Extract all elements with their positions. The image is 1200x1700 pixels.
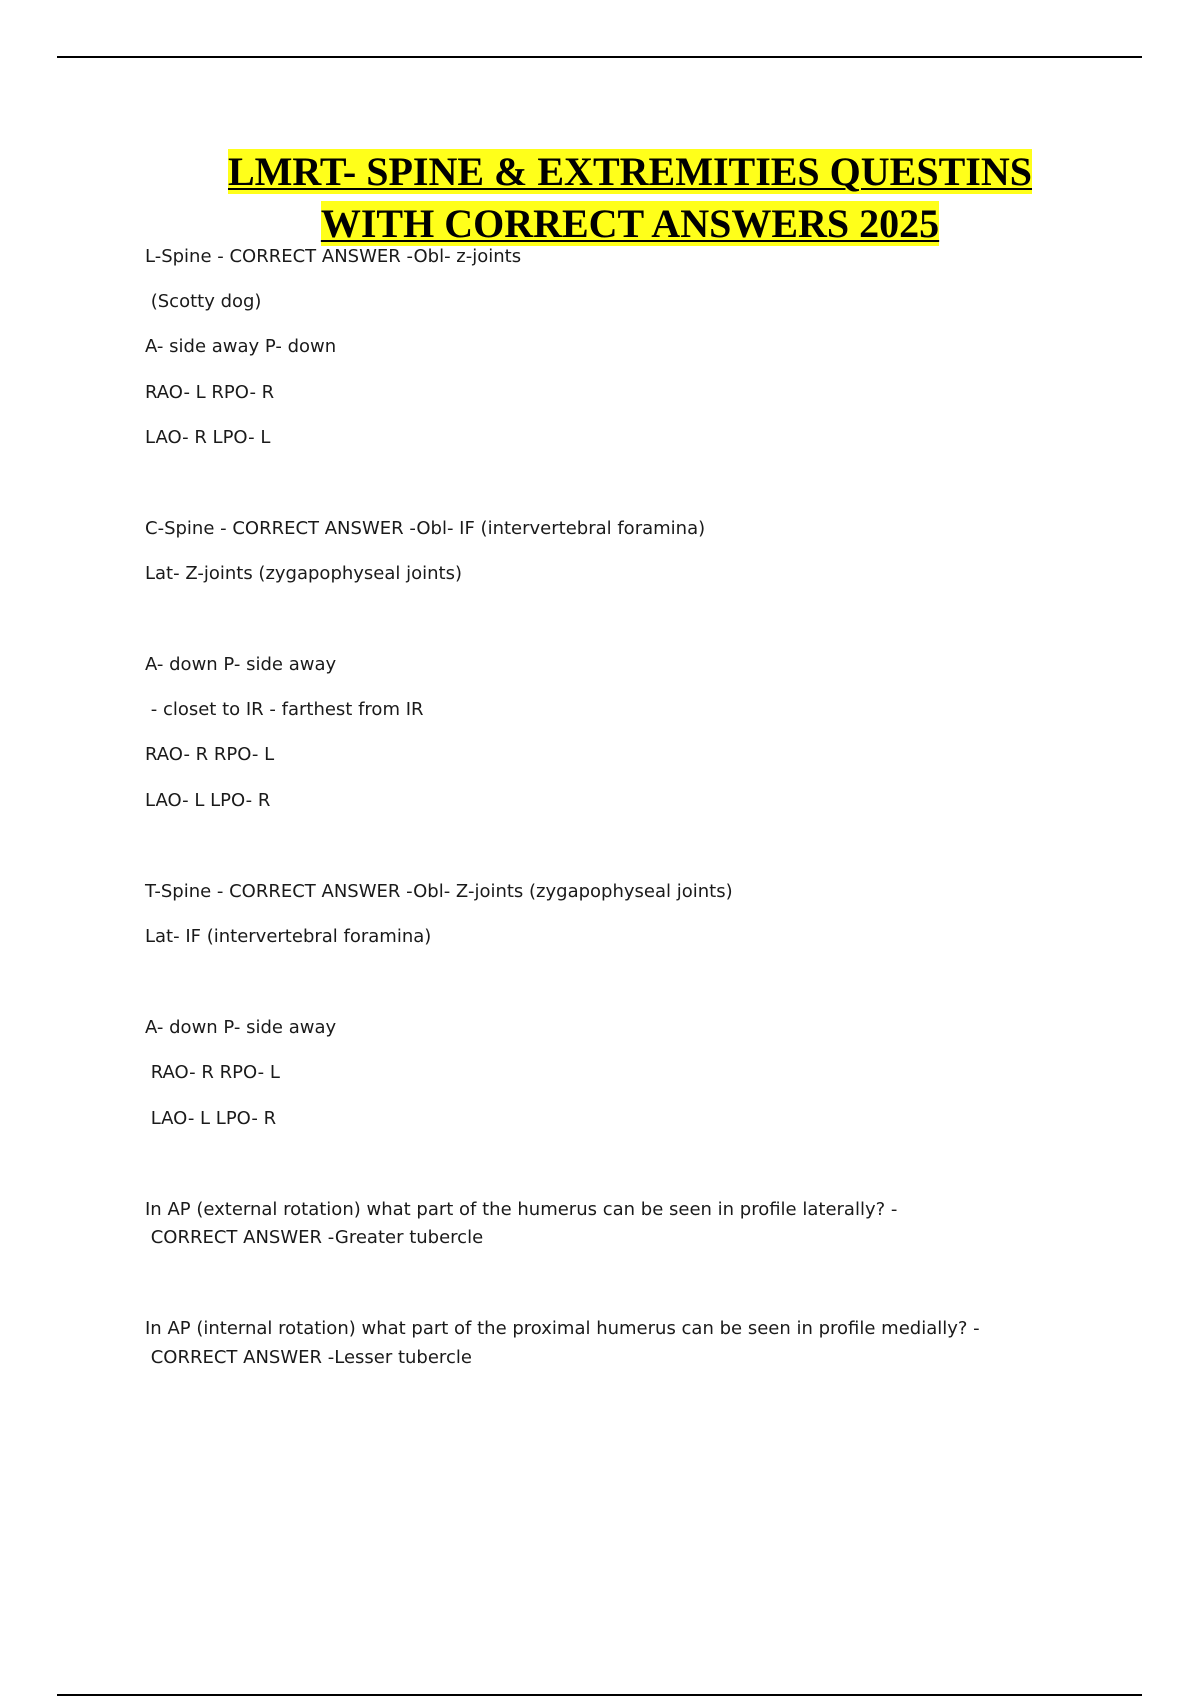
text-line: A- down P- side away — [145, 1017, 337, 1038]
text-line: Lat- Z-joints (zygapophyseal joints) — [145, 563, 463, 584]
text-line: T-Spine - CORRECT ANSWER -Obl- Z-joints (zygapophyseal joints) — [145, 881, 733, 902]
title-line-1: LMRT- SPINE & EXTREMITIES QUESTINS — [228, 149, 1032, 194]
text-line: CORRECT ANSWER -Greater tubercle — [145, 1227, 484, 1248]
text-line: A- side away P- down — [145, 336, 337, 357]
text-line: - closet to IR - farthest from IR — [145, 699, 424, 720]
top-rule — [57, 56, 1142, 58]
text-line: Lat- IF (intervertebral foramina) — [145, 926, 432, 947]
text-line: (Scotty dog) — [145, 291, 262, 312]
document-title — [60, 146, 1200, 250]
text-line: LAO- R LPO- L — [145, 427, 271, 448]
text-line: RAO- R RPO- L — [145, 1062, 280, 1083]
text-line: L-Spine - CORRECT ANSWER -Obl- z-joints — [145, 246, 522, 267]
text-line: C-Spine - CORRECT ANSWER -Obl- IF (intervertebral foramina) — [145, 518, 706, 539]
text-line: LAO- L LPO- R — [145, 1108, 277, 1129]
text-line: In AP (internal rotation) what part of the proximal humerus can be seen in profile medially? - — [145, 1318, 980, 1339]
bottom-rule — [57, 1694, 1142, 1696]
text-line: A- down P- side away — [145, 654, 337, 675]
text-line: RAO- L RPO- R — [145, 382, 275, 403]
title-line-2: WITH CORRECT ANSWERS 2025 — [320, 201, 940, 246]
text-line: RAO- R RPO- L — [145, 744, 275, 765]
text-line: CORRECT ANSWER -Lesser tubercle — [145, 1347, 472, 1368]
text-line: LAO- L LPO- R — [145, 790, 271, 811]
text-line: In AP (external rotation) what part of the humerus can be seen in profile laterally? - — [145, 1199, 898, 1220]
